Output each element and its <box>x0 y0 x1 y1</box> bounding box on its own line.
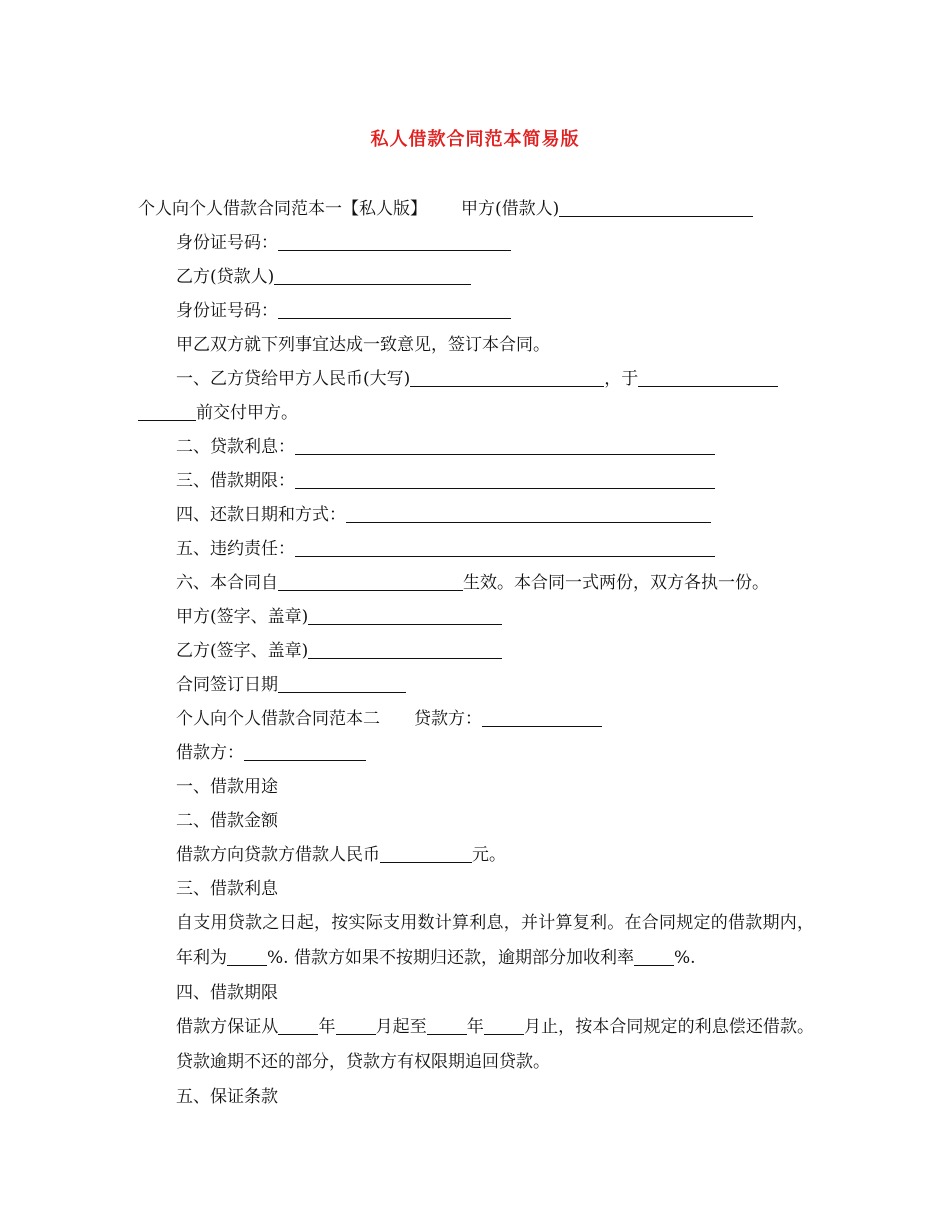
clause4-blank <box>346 502 711 523</box>
clause5-blank <box>295 536 715 557</box>
clause3-blank <box>295 468 715 489</box>
party-b-blank <box>274 264 471 285</box>
amount-text: 借款方向贷款方借款人民币 <box>176 845 380 865</box>
sign-b-label: 乙方(签字、盖章) <box>176 641 309 661</box>
template1-heading: 个人向个人借款合同范本一【私人版】 <box>138 199 427 219</box>
term-month-from: 月起至 <box>375 1017 427 1037</box>
id1-label: 身份证号码： <box>176 233 278 253</box>
lender-blank <box>482 706 602 727</box>
document-body <box>138 192 814 1114</box>
clause1-date-label: ，于 <box>604 369 639 389</box>
borrower-line <box>138 736 814 770</box>
sec5-line: 五、保证条款 <box>176 1087 278 1107</box>
sign-a-blank <box>308 604 502 625</box>
sign-b-line <box>138 634 814 668</box>
sign-date-blank <box>278 672 406 693</box>
clause1-tail: 前交付甲方。 <box>196 403 298 423</box>
clause1-continuation <box>138 396 814 430</box>
amount-blank <box>380 842 472 863</box>
sign-b-blank <box>308 638 502 659</box>
interest-paragraph <box>138 906 814 976</box>
sec3-line: 三、借款利息 <box>176 879 278 899</box>
clause5-label: 五、违约责任： <box>176 539 295 559</box>
sec1-line: 一、借款用途 <box>176 777 278 797</box>
lender-label: 贷款方： <box>414 709 482 729</box>
clause3-line <box>138 464 814 498</box>
term-text-a: 借款方保证从 <box>176 1017 279 1037</box>
clause4-label: 四、还款日期和方式： <box>176 505 346 525</box>
sec2-line: 二、借款金额 <box>176 811 278 831</box>
document-title: 私人借款合同范本简易版 <box>370 129 580 150</box>
interest-text-a: 自支用贷款之日起，按实际支用数计算利息，并计算复利。在合同规定的借款期内，年利为 <box>176 913 814 968</box>
sign-date-line <box>138 668 814 702</box>
clause5-line <box>138 532 814 566</box>
end-month-blank <box>484 1014 524 1035</box>
clause1-line <box>138 362 814 396</box>
id1-blank <box>278 230 511 251</box>
sec4-line: 四、借款期限 <box>176 983 278 1003</box>
term-year-2: 年 <box>466 1017 484 1037</box>
party-b-line <box>138 260 814 294</box>
party-a-blank <box>559 196 753 217</box>
start-year-blank <box>278 1014 318 1035</box>
overdue-rate-blank <box>634 945 674 966</box>
id1-line <box>138 226 814 260</box>
sign-a-label: 甲方(签字、盖章) <box>176 607 309 627</box>
clause3-label: 三、借款期限： <box>176 471 295 491</box>
sign-date-label: 合同签订日期 <box>176 675 278 695</box>
clause6-text: 六、本合同自 <box>176 573 278 593</box>
interest-text-b: %. 借款方如果不按期归还款，逾期部分加收利率 <box>267 948 634 968</box>
clause6-blank <box>278 570 463 591</box>
agreement-line: 甲乙双方就下列事宜达成一致意见，签订本合同。 <box>176 335 550 355</box>
clause4-line <box>138 498 814 532</box>
clause1-amount-blank <box>410 366 604 387</box>
interest-text-c: %. <box>673 948 696 968</box>
id2-label: 身份证号码： <box>176 301 278 321</box>
annual-rate-blank <box>227 945 267 966</box>
term-paragraph <box>138 1010 814 1080</box>
clause6-tail: 生效。本合同一式两份，双方各执一份。 <box>463 573 769 593</box>
amount-unit: 元。 <box>472 845 506 865</box>
clause2-line <box>138 430 814 464</box>
borrower-label: 借款方： <box>176 743 244 763</box>
id2-blank <box>278 298 511 319</box>
term-year-1: 年 <box>318 1017 336 1037</box>
clause2-label: 二、贷款利息： <box>176 437 295 457</box>
party-a-label: 甲方(借款人) <box>461 199 560 219</box>
start-month-blank <box>336 1014 376 1035</box>
party-b-label: 乙方(贷款人) <box>176 267 275 287</box>
clause1-date-blank-cont <box>138 400 196 421</box>
template2-heading-line <box>138 702 814 736</box>
clause2-blank <box>295 434 715 455</box>
clause1-date-blank <box>638 366 778 387</box>
borrower-blank <box>244 740 366 761</box>
sign-a-line <box>138 600 814 634</box>
term-month-to: 月止，按本合同规定的利息偿还借款。贷款逾期不还的部分，贷款方有权限期追回贷款。 <box>176 1017 815 1072</box>
id2-line <box>138 294 814 328</box>
clause6-line <box>138 566 814 600</box>
clause1-text: 一、乙方贷给甲方人民币(大写) <box>176 369 411 389</box>
template2-heading: 个人向个人借款合同范本二 <box>176 709 380 729</box>
amount-line <box>138 838 814 872</box>
end-year-blank <box>427 1014 467 1035</box>
template1-heading-line <box>138 192 814 226</box>
